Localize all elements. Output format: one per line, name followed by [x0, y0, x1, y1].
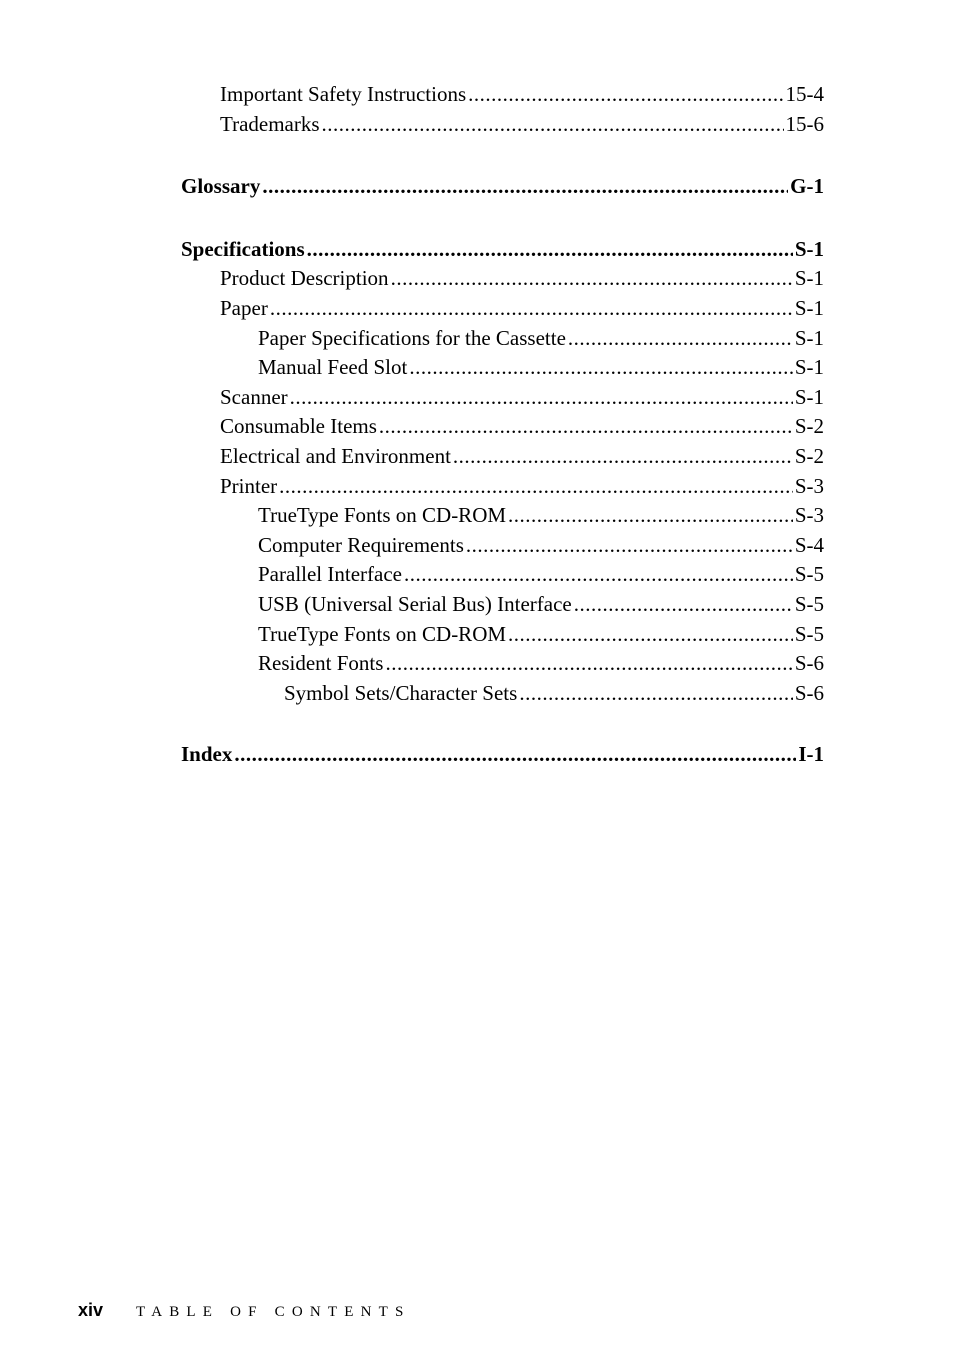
toc-entry-product-description[interactable] [181, 264, 824, 294]
toc-entry-label: Consumable Items [220, 414, 377, 439]
dot-leader [307, 235, 793, 265]
dot-leader [404, 560, 793, 590]
footer-section-title: TABLE OF CONTENTS [136, 1304, 411, 1320]
dot-leader [508, 501, 793, 531]
toc-entry-page: S-1 [794, 295, 824, 320]
toc-entry-page: 15-6 [785, 111, 824, 136]
toc-entry-consumable-items[interactable] [181, 412, 824, 442]
toc-chapter-glossary[interactable] [181, 172, 824, 202]
toc-entry-label: Resident Fonts [258, 651, 384, 676]
dot-leader [262, 172, 788, 202]
dot-leader [568, 324, 793, 354]
toc-entry-label: Manual Feed Slot [258, 355, 408, 380]
toc-entry-label: Paper Specifications for the Cassette [258, 325, 566, 350]
dot-leader [234, 740, 796, 770]
toc-chapter-page: S-1 [794, 236, 824, 261]
toc-chapter-page: G-1 [790, 174, 824, 199]
toc-entry-label: Parallel Interface [258, 562, 402, 587]
toc-entry-scanner[interactable] [181, 383, 824, 413]
toc-chapter-index[interactable] [181, 740, 824, 770]
toc-entry-label: Printer [220, 473, 278, 498]
toc-entry-truetype-fonts-cdrom[interactable] [181, 501, 824, 531]
toc-entry-label: Symbol Sets/Character Sets [284, 680, 518, 705]
toc-entry-page: S-3 [794, 503, 824, 528]
page-footer [78, 1300, 411, 1321]
toc-entry-computer-requirements[interactable] [181, 531, 824, 561]
dot-leader [322, 110, 784, 140]
toc-entry-page: S-5 [794, 621, 824, 646]
toc-entry-page: S-1 [794, 266, 824, 291]
toc-entry-label: USB (Universal Serial Bus) Interface [258, 591, 572, 616]
toc-entry-label: Computer Requirements [258, 532, 464, 557]
toc-entry-label: Electrical and Environment [220, 443, 451, 468]
dot-leader [468, 80, 783, 110]
dot-leader [290, 383, 793, 413]
dot-leader [466, 531, 793, 561]
toc-entry-electrical-environment[interactable] [181, 442, 824, 472]
footer-page-number: xiv [78, 1300, 104, 1320]
dot-leader [279, 472, 793, 502]
toc-entry-label: Scanner [220, 384, 288, 409]
toc-entry-page: S-2 [794, 443, 824, 468]
toc-entry-page: 15-4 [785, 82, 824, 106]
toc-entry-paper-specifications-cassette[interactable] [181, 324, 824, 354]
dot-leader [508, 620, 793, 650]
dot-leader [379, 412, 793, 442]
toc-entry-page: S-5 [794, 591, 824, 616]
toc-entry-page: S-6 [794, 680, 824, 705]
dot-leader [391, 264, 793, 294]
toc-entry-page: S-2 [794, 414, 824, 439]
toc-entry-page: S-6 [794, 651, 824, 676]
toc-entry-page: S-1 [794, 355, 824, 380]
toc-chapter-label: Specifications [181, 236, 305, 261]
dot-leader [409, 353, 792, 383]
toc-entry-resident-fonts[interactable] [181, 649, 824, 679]
toc-entry-important-safety-instructions[interactable] [181, 80, 824, 110]
toc-chapter-label: Index [181, 742, 233, 767]
toc-chapter-specifications[interactable] [181, 235, 824, 265]
toc-chapter-label: Glossary [181, 174, 261, 199]
toc-entry-page: S-3 [794, 473, 824, 498]
toc-entry-page: S-1 [794, 384, 824, 409]
toc-entry-label: Product Description [220, 266, 389, 291]
toc-entry-paper[interactable] [181, 294, 824, 324]
toc-entry-parallel-interface[interactable] [181, 560, 824, 590]
toc-entry-label: TrueType Fonts on CD-ROM [258, 621, 507, 646]
toc-entry-label: Trademarks [220, 111, 320, 136]
table-of-contents [181, 80, 824, 770]
toc-entry-trademarks[interactable] [181, 110, 824, 140]
toc-entry-manual-feed-slot[interactable] [181, 353, 824, 383]
toc-entry-page: S-4 [794, 532, 824, 557]
toc-entry-page: S-1 [794, 325, 824, 350]
dot-leader [385, 649, 792, 679]
toc-entry-usb-interface[interactable] [181, 590, 824, 620]
dot-leader [519, 679, 793, 709]
toc-entry-label: Important Safety Instructions [220, 82, 467, 106]
dot-leader [574, 590, 793, 620]
toc-entry-label: Paper [220, 295, 268, 320]
dot-leader [270, 294, 793, 324]
dot-leader [453, 442, 793, 472]
toc-chapter-page: I-1 [798, 742, 824, 767]
toc-entry-page: S-5 [794, 562, 824, 587]
toc-entry-label: TrueType Fonts on CD-ROM [258, 503, 507, 528]
toc-entry-symbol-sets[interactable] [181, 679, 824, 709]
toc-entry-truetype-fonts-cdrom-2[interactable] [181, 620, 824, 650]
toc-entry-printer[interactable] [181, 472, 824, 502]
